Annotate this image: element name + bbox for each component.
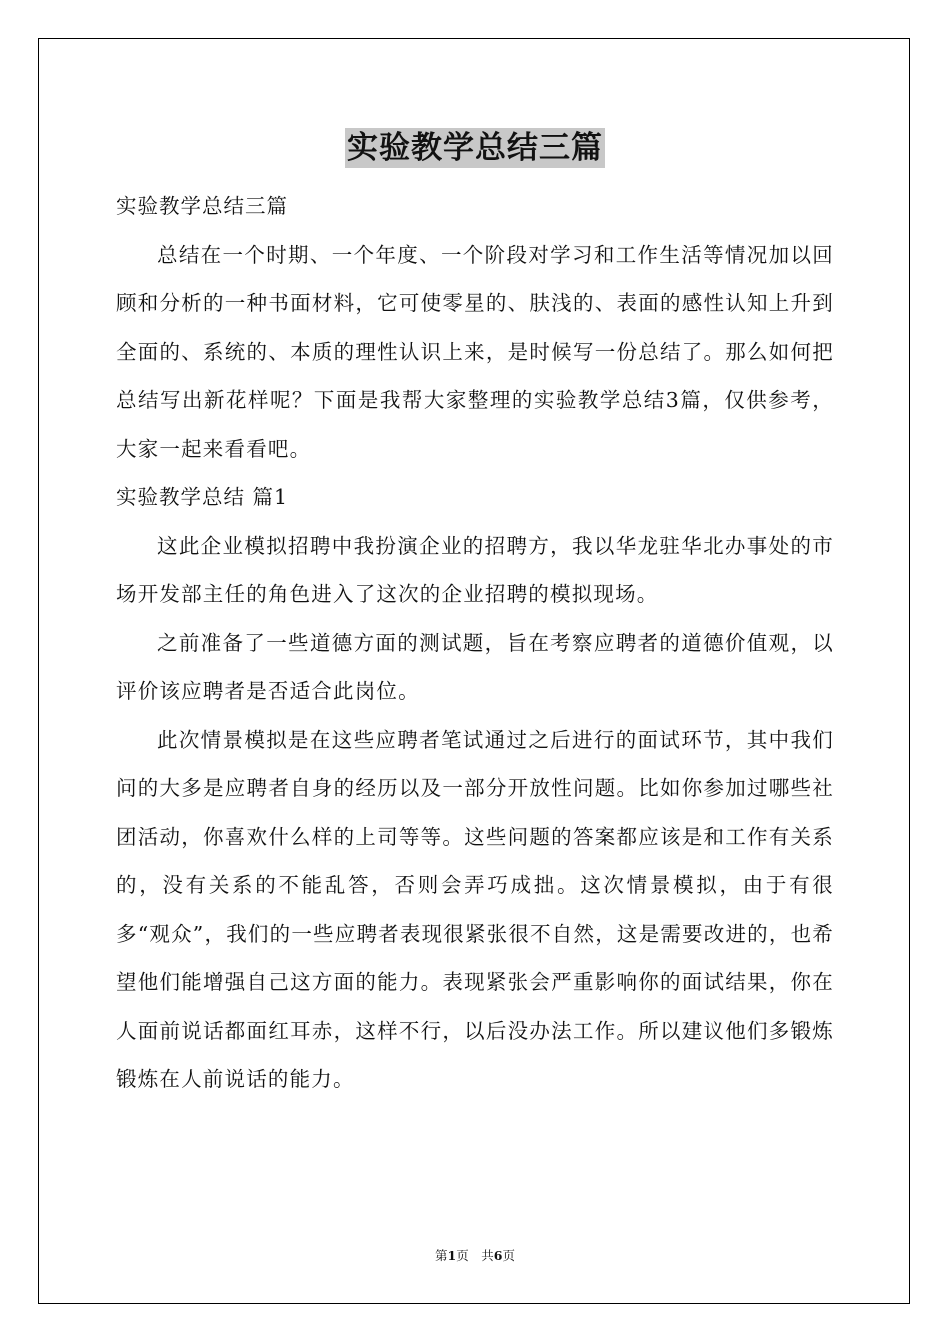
body-paragraph-1: 这此企业模拟招聘中我扮演企业的招聘方，我以华龙驻华北办事处的市场开发部主任的角色进入了这次的企业招聘的模拟现场。 [116, 533, 834, 606]
footer-page-middle: 页 共 [456, 1248, 494, 1263]
intro-paragraph: 总结在一个时期、一个年度、一个阶段对学习和工作生活等情况加以回顾和分析的一种书面材料，它可使零星的、肤浅的、表面的感性认知上升到全面的、系统的、本质的理性认识上来，是时候写一份总结了。那么如何把总结写出新花样呢？下面是我帮大家整理的实验教学总结3篇，仅供参考，大家一起来看看吧。 [116, 242, 834, 461]
body-paragraph-3: 此次情景模拟是在这些应聘者笔试通过之后进行的面试环节，其中我们问的大多是应聘者自身的经历以及一部分开放性问题。比如你参加过哪些社团活动，你喜欢什么样的上司等等。这些问题的答案都应该是和工作有关系的，没有关系的不能乱答，否则会弄巧成拙。这次情景模拟，由于有很多“观众”，我们的一些应聘者表现很紧张很不自然，这是需要改进的，也希望他们能增强自己这方面的能力。表现紧张会严重影响你的面试结果，你在人面前说话都面红耳赤，这样不行，以后没办法工作。所以建议他们多锻炼锻炼在人前说话的能力。 [116, 727, 834, 1091]
section-heading: 实验教学总结 篇1 [116, 485, 289, 509]
footer-page-prefix: 第 [435, 1248, 448, 1263]
footer-current-page: 1 [447, 1248, 457, 1263]
document-subtitle: 实验教学总结三篇 [116, 194, 288, 218]
document-title: 实验教学总结三篇 [347, 130, 603, 166]
title-container [0, 128, 950, 168]
document-body [116, 182, 834, 1104]
footer-total-pages: 6 [493, 1248, 503, 1263]
page-footer [0, 1247, 950, 1265]
body-paragraph-2: 之前准备了一些道德方面的测试题，旨在考察应聘者的道德价值观，以评价该应聘者是否适合此岗位。 [116, 630, 834, 703]
footer-page-suffix: 页 [502, 1248, 515, 1263]
